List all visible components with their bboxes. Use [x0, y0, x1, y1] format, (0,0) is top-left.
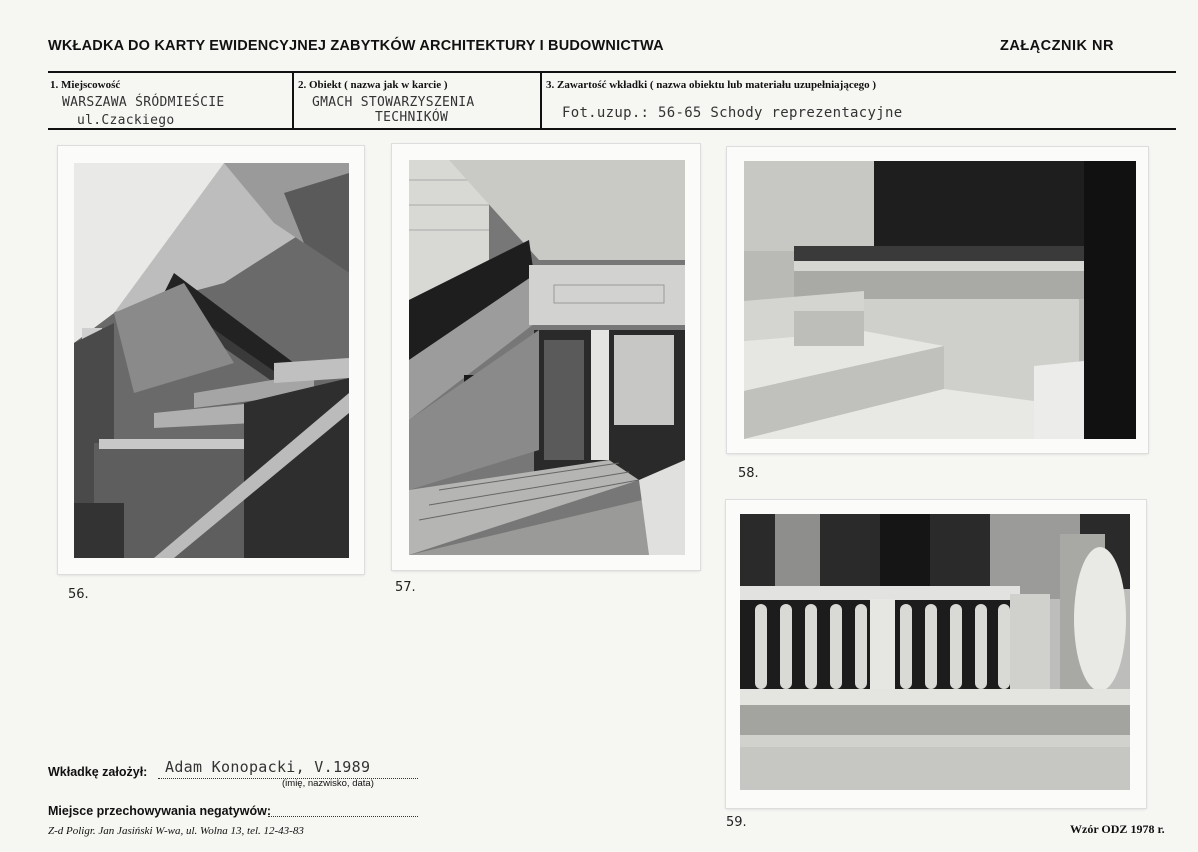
header-bottom-rule [48, 128, 1176, 130]
photo-number: 58. [738, 466, 759, 481]
founded-by-hint: (imię, nazwisko, data) [282, 778, 374, 789]
photo-number: 57. [395, 580, 416, 595]
photo-staircase-ceiling [74, 163, 349, 558]
object-value-line2: TECHNIKÓW [375, 110, 449, 125]
founded-by-label: Wkładkę założył: [48, 765, 148, 779]
content-value: Fot.uzup.: 56-65 Schody reprezentacyjne [562, 105, 903, 121]
negatives-storage-dotted-line [268, 816, 418, 817]
photo-number: 59. [726, 815, 747, 830]
object-label: 2. Obiekt ( nazwa jak w karcie ) [298, 79, 448, 91]
locality-value-line2: ul.Czackiego [77, 113, 175, 128]
locality-value-line1: WARSZAWA ŚRÓDMIEŚCIE [62, 95, 225, 110]
header-top-rule [48, 71, 1176, 73]
negatives-storage-label: Miejsce przechowywania negatywów: [48, 804, 271, 818]
photo-staircase-hall [409, 160, 685, 555]
photo-balustrade [740, 514, 1130, 790]
attachment-number-label: ZAŁĄCZNIK NR [1000, 38, 1114, 54]
object-value-line1: GMACH STOWARZYSZENIA [312, 95, 475, 110]
photo-number: 56. [68, 587, 89, 602]
content-label: 3. Zawartość wkładki ( nazwa obiektu lub materiału uzupełniającego ) [546, 79, 877, 91]
founded-by-value: Adam Konopacki, V.1989 [165, 758, 371, 776]
locality-label: 1. Miejscowość [50, 79, 121, 91]
field-divider [540, 73, 542, 128]
printer-imprint: Z-d Poligr. Jan Jasiński W-wa, ul. Wolna 13, tel. 12-43-83 [48, 825, 304, 837]
template-code: Wzór ODZ 1978 r. [1070, 822, 1165, 836]
photo-stair-steps-detail [744, 161, 1136, 439]
document-title: WKŁADKA DO KARTY EWIDENCYJNEJ ZABYTKÓW ARCHITEKTURY I BUDOWNICTWA [48, 38, 664, 54]
field-divider [292, 73, 294, 128]
